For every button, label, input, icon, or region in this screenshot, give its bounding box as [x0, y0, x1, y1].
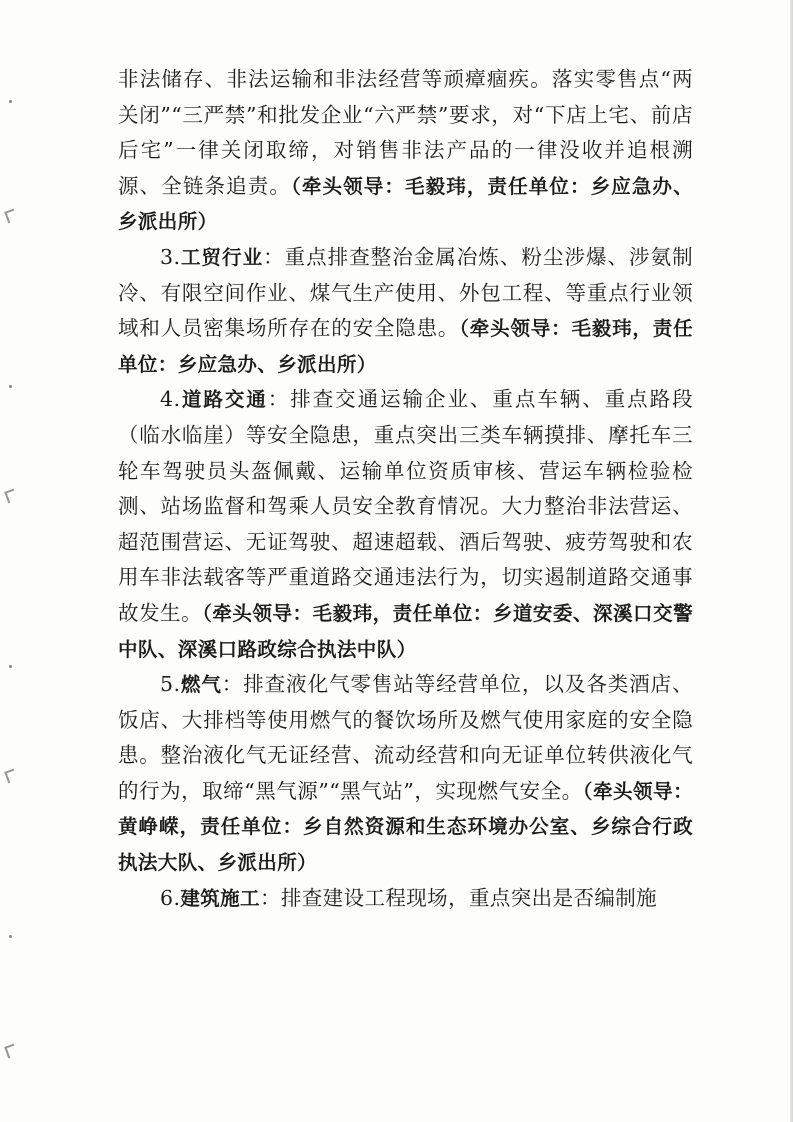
item-heading: 工贸行业 [180, 245, 264, 269]
item-number: 4. [160, 387, 181, 412]
item-heading: 道路交通 [180, 388, 268, 412]
item-number: 6. [160, 885, 181, 910]
paragraph-text: 非法储存、非法运输和非法经营等顽瘴痼疾。落实零售点“两关闭”“三严禁”和批发企业“六严禁”要求，对“下店上宅、前店后宅”一律关闭取缔，对销售非法产品的一律没收并追根溯源、全链条追责。 [118, 67, 693, 198]
paragraph-text: ：重点排查整治金属冶炼、粉尘涉爆、涉氨制冷、有限空间作业、煤气生产使用、外包工程、等重点行业领域和人员密集场所存在的安全隐患。 [118, 244, 693, 341]
paragraph-item-3 [118, 240, 693, 382]
paragraph-text: ：排查液化气零售站等经营单位，以及各类酒店、饭店、大排档等使用燃气的餐饮场所及燃气使用家庭的安全隐患。整治液化气无证经营、流动经营和向无证单位转供液化气的行为，取缔“黑气源”“黑气站”，实现燃气安全。 [118, 672, 693, 803]
item-number: 3. [160, 244, 181, 269]
responsibility-note: （牵头领导：毛毅玮，责任单位：乡应急办、乡派出所） [118, 317, 693, 376]
document-body [118, 62, 693, 916]
item-heading: 建筑施工 [180, 886, 260, 910]
paragraph-item-5 [118, 667, 693, 881]
binding-mark [4, 769, 18, 784]
binding-mark [4, 489, 18, 504]
item-number: 5. [160, 672, 181, 697]
paragraph-item-6 [118, 881, 693, 917]
paragraph-continuation [118, 62, 693, 240]
punch-dot [9, 935, 12, 938]
binding-mark [4, 209, 18, 224]
paragraph-text: ：排查建设工程现场，重点突出是否编制施 [259, 885, 658, 910]
responsibility-note: （牵头领导：黄峥嵘，责任单位：乡自然资源和生态环境办公室、乡综合行政执法大队、乡派出所） [118, 779, 693, 875]
responsibility-note: （牵头领导：毛毅玮，责任单位：乡道安委、深溪口交警中队、深溪口路政综合执法中队） [118, 601, 693, 661]
punch-dot [9, 100, 12, 103]
paragraph-text: ：排查交通运输企业、重点车辆、重点路段（临水临崖）等安全隐患，重点突出三类车辆摸排、摩托车三轮车驾驶员头盔佩戴、运输单位资质审核、营运车辆检验检测、站场监督和驾乘人员安全教育情况。大力整治非法营运、超范围营运、无证驾驶、超速超载、酒后驾驶、疲劳驾驶和农用车非法载客等严重道路交通违法行为，切实遏制道路交通事故发生。 [118, 387, 693, 625]
item-heading: 燃气 [180, 673, 222, 697]
punch-dot [9, 665, 12, 668]
paragraph-item-4 [118, 382, 693, 667]
punch-dot [9, 385, 12, 388]
binding-mark [4, 1044, 18, 1059]
responsibility-note: （牵头领导：毛毅玮，责任单位：乡应急办、乡派出所） [118, 174, 693, 234]
